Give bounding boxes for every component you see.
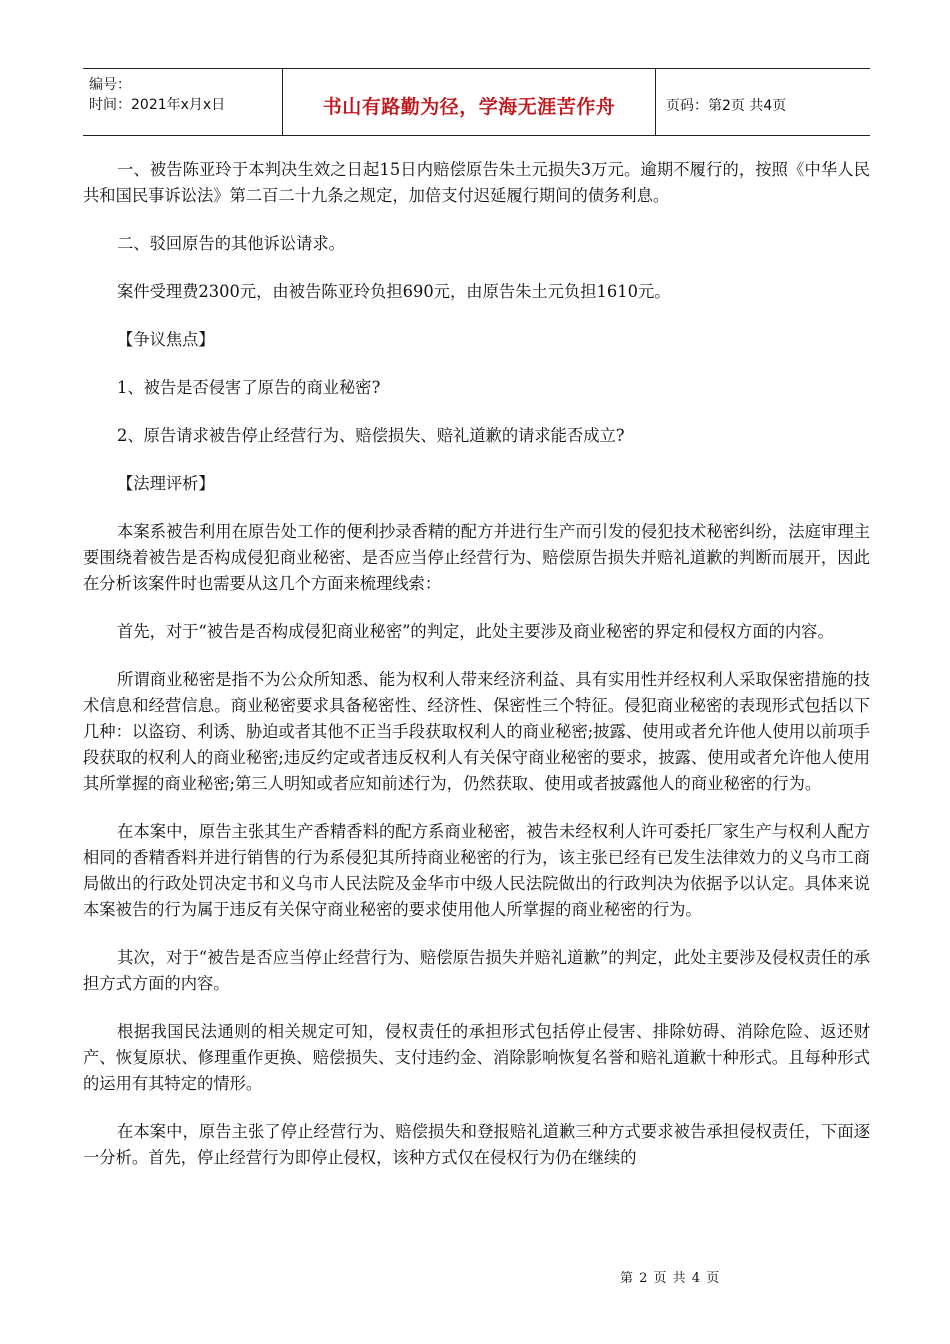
dispute-focus-heading: 【争议焦点】 [117,330,215,349]
document-number-label: 编号： [89,77,131,93]
page-header [83,68,870,136]
judgment-item-2: 二、驳回原告的其他诉讼请求。 [117,234,345,253]
dispute-point-1: 1、被告是否侵害了原告的商业秘密? [117,378,381,397]
judgment-item-1: 一、被告陈亚玲于本判决生效之日起15日内赔偿原告朱土元损失3万元。逾期不履行的，按照《中华人民共和国民事诉讼法》第二百二十九条之规定，加倍支付迟延履行期间的债务利息。 [83,160,870,205]
case-fee-paragraph: 案件受理费2300元，由被告陈亚玲负担690元，由原告朱土元负担1610元。 [117,282,671,301]
trade-secret-definition-paragraph: 所谓商业秘密是指不为公众所知悉、能为权利人带来经济利益、具有实用性并经权利人采取保密措施的技术信息和经营信息。商业秘密要求具备秘密性、经济性、保密性三个特征。侵犯商业秘密的表现形式包括以下几种：以盗窃、利诱、胁迫或者其他不正当手段获取权利人的商业秘密;披露、使用或者允许他人使用以前项手段获取的权利人的商业秘密;违反约定或者违反权利人有关保守商业秘密的要求，披露、使用或者允许他人使用其所掌握的商业秘密;第三人明知或者应知前述行为，仍然获取、使用或者披露他人的商业秘密的行为。 [83,670,870,793]
liability-application-paragraph: 在本案中，原告主张了停止经营行为、赔偿损失和登报赔礼道歉三种方式要求被告承担侵权责任，下面逐一分析。首先，停止经营行为即停止侵权，该种方式仅在侵权行为仍在继续的 [83,1122,870,1167]
analysis-intro-paragraph: 本案系被告利用在原告处工作的便利抄录香精的配方并进行生产而引发的侵犯技术秘密纠纷，法庭审理主要围绕着被告是否构成侵犯商业秘密、是否应当停止经营行为、赔偿原告损失并赔礼道歉的判断而展开，因此在分析该案件时也需要从这几个方面来梳理线索： [83,522,870,593]
page-footer [620,1267,720,1286]
document-time-label: 时间：2021年x月x日 [89,97,226,113]
dispute-point-2: 2、原告请求被告停止经营行为、赔偿损失、赔礼道歉的请求能否成立? [117,426,625,445]
liability-forms-paragraph: 根据我国民法通则的相关规定可知，侵权责任的承担形式包括停止侵害、排除妨碍、消除危险、返还财产、恢复原状、修理重作更换、赔偿损失、支付违约金、消除影响恢复名誉和赔礼道歉十种形式。且每种形式的运用有其特定的情形。 [83,1022,870,1093]
analysis-second-paragraph: 其次，对于“被告是否应当停止经营行为、赔偿原告损失并赔礼道歉”的判定，此处主要涉及侵权责任的承担方式方面的内容。 [83,948,870,993]
header-meta-cell [83,69,283,135]
header-page-code: 页码：第2页 共4页 [666,98,787,114]
legal-analysis-heading: 【法理评析】 [117,474,215,493]
header-motto: 书山有路勤为径，学海无涯苦作舟 [322,95,616,118]
header-motto-cell [283,69,656,135]
footer-page-number: 第 2 页 共 4 页 [620,1271,721,1286]
header-page-cell [656,69,870,135]
document-body [83,157,870,1171]
analysis-first-paragraph: 首先，对于“被告是否构成侵犯商业秘密”的判定，此处主要涉及商业秘密的界定和侵权方面的内容。 [117,622,834,641]
case-application-paragraph: 在本案中，原告主张其生产香精香料的配方系商业秘密，被告未经权利人许可委托厂家生产与权利人配方相同的香精香料并进行销售的行为系侵犯其所持商业秘密的行为，该主张已经有已发生法律效力的义乌市工商局做出的行政处罚决定书和义乌市人民法院及金华市中级人民法院做出的行政判决为依据予以认定。具体来说本案被告的行为属于违反有关保守商业秘密的要求使用他人所掌握的商业秘密的行为。 [83,822,870,919]
